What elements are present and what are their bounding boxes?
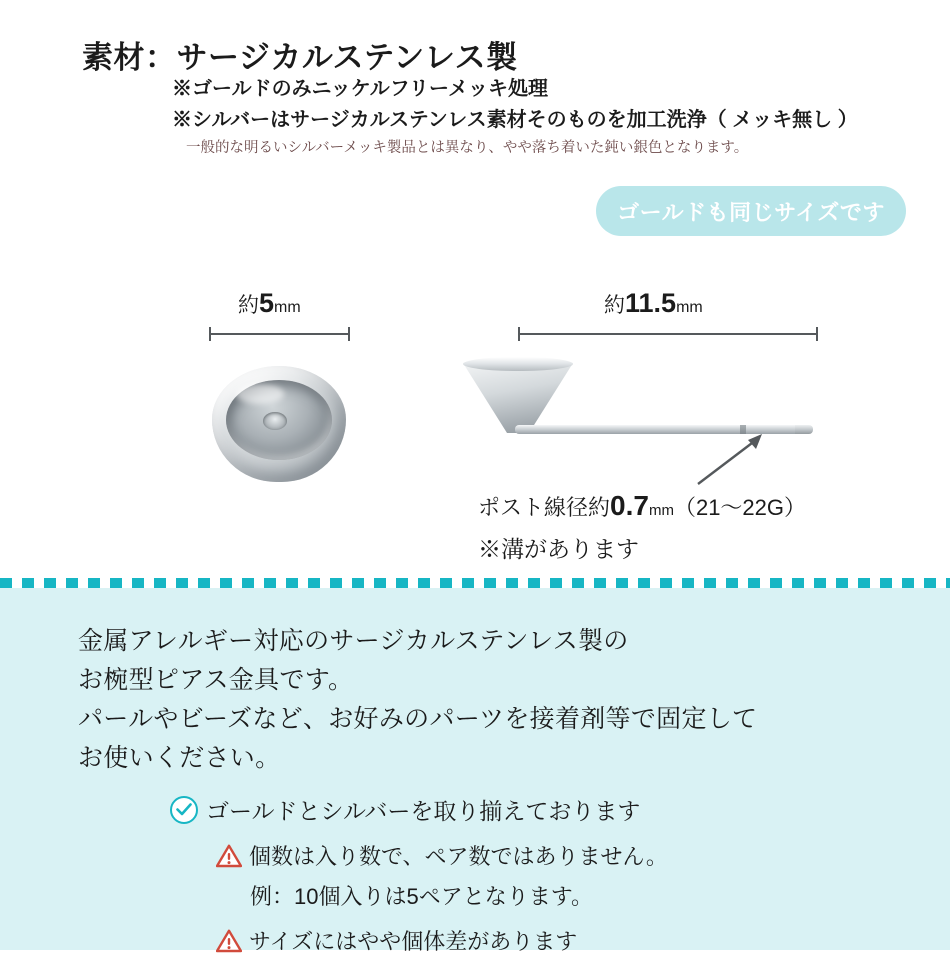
post-length-value: 11.5: [625, 288, 677, 318]
description-line-2: お椀型ピアス金具です。: [78, 666, 354, 694]
cup-measure-bar: [209, 333, 350, 335]
post-wire-prefix: ポスト線径約: [478, 495, 611, 520]
cup-highlight: [236, 384, 284, 404]
gold-same-size-badge: [596, 186, 906, 236]
post-length-label: [604, 288, 703, 319]
post-measure-bar: [518, 333, 818, 335]
post-length-prefix: 約: [604, 294, 625, 317]
cup-measure-cap-right: [348, 327, 350, 341]
post-wire-value: 0.7: [610, 490, 649, 521]
warning-icon: [216, 929, 242, 953]
cup-diameter-prefix: 約: [238, 294, 259, 317]
post-cone-shape: [463, 363, 573, 433]
gold-same-size-label: ゴールドも同じサイズです: [617, 199, 885, 225]
post-measure-cap-right: [816, 327, 818, 341]
cup-diameter-value: 5: [259, 288, 275, 318]
quantity-warning-label: 個数は入り数で、ペア数ではありません。: [249, 844, 668, 869]
material-title: 素材：サージカルステンレス製: [82, 40, 518, 75]
post-length-unit: mm: [676, 299, 703, 316]
warning-icon: [216, 844, 242, 868]
size-warning-row: [216, 925, 577, 956]
quantity-warning-row: [216, 840, 668, 871]
cup-product-image: [200, 358, 360, 493]
quantity-example-label: 例：10個入りは5ペアとなります。: [250, 884, 593, 909]
post-cone-rim: [463, 357, 573, 371]
material-note-color: 一般的な明るいシルバーメッキ製品とは異なり、やや落ち着いた鈍い銀色となります。: [186, 140, 749, 156]
post-wire-unit: mm: [648, 502, 674, 519]
color-variants-label: ゴールドとシルバーを取り揃えております: [206, 798, 641, 824]
description-line-1: 金属アレルギー対応のサージカルステンレス製の: [78, 627, 629, 655]
material-note-silver: ※シルバーはサージカルステンレス素材そのものを加工洗浄（ メッキ無し ）: [172, 109, 858, 131]
cup-center-dot: [263, 412, 287, 430]
post-measure-cap-left: [518, 327, 520, 341]
post-tip-shape: [795, 425, 813, 434]
color-variants-row: [170, 793, 640, 826]
post-wire-gauge: （21〜22G）: [673, 495, 807, 520]
cup-diameter-unit: mm: [274, 299, 301, 316]
description-line-4: お使いください。: [78, 744, 281, 772]
post-measure-line: [518, 327, 818, 341]
material-note-plating: ※ゴールドのみニッケルフリーメッキ処理: [172, 78, 548, 100]
post-wire-diameter-label: [478, 490, 806, 522]
description-line-3: パールやビーズなど、お好みのパーツを接着剤等で固定して: [78, 705, 758, 733]
post-product-image: [455, 355, 855, 475]
description-section: [0, 588, 950, 954]
cup-measure-cap-left: [209, 327, 211, 341]
dotted-divider: [0, 578, 950, 588]
cup-diameter-label: [238, 288, 301, 319]
groove-pointer-arrow: [690, 430, 770, 490]
size-warning-label: サイズにはやや個体差があります: [249, 929, 578, 954]
post-groove-note: ※溝があります: [478, 536, 639, 562]
cup-measure-line: [209, 327, 350, 341]
check-icon: [170, 796, 198, 824]
